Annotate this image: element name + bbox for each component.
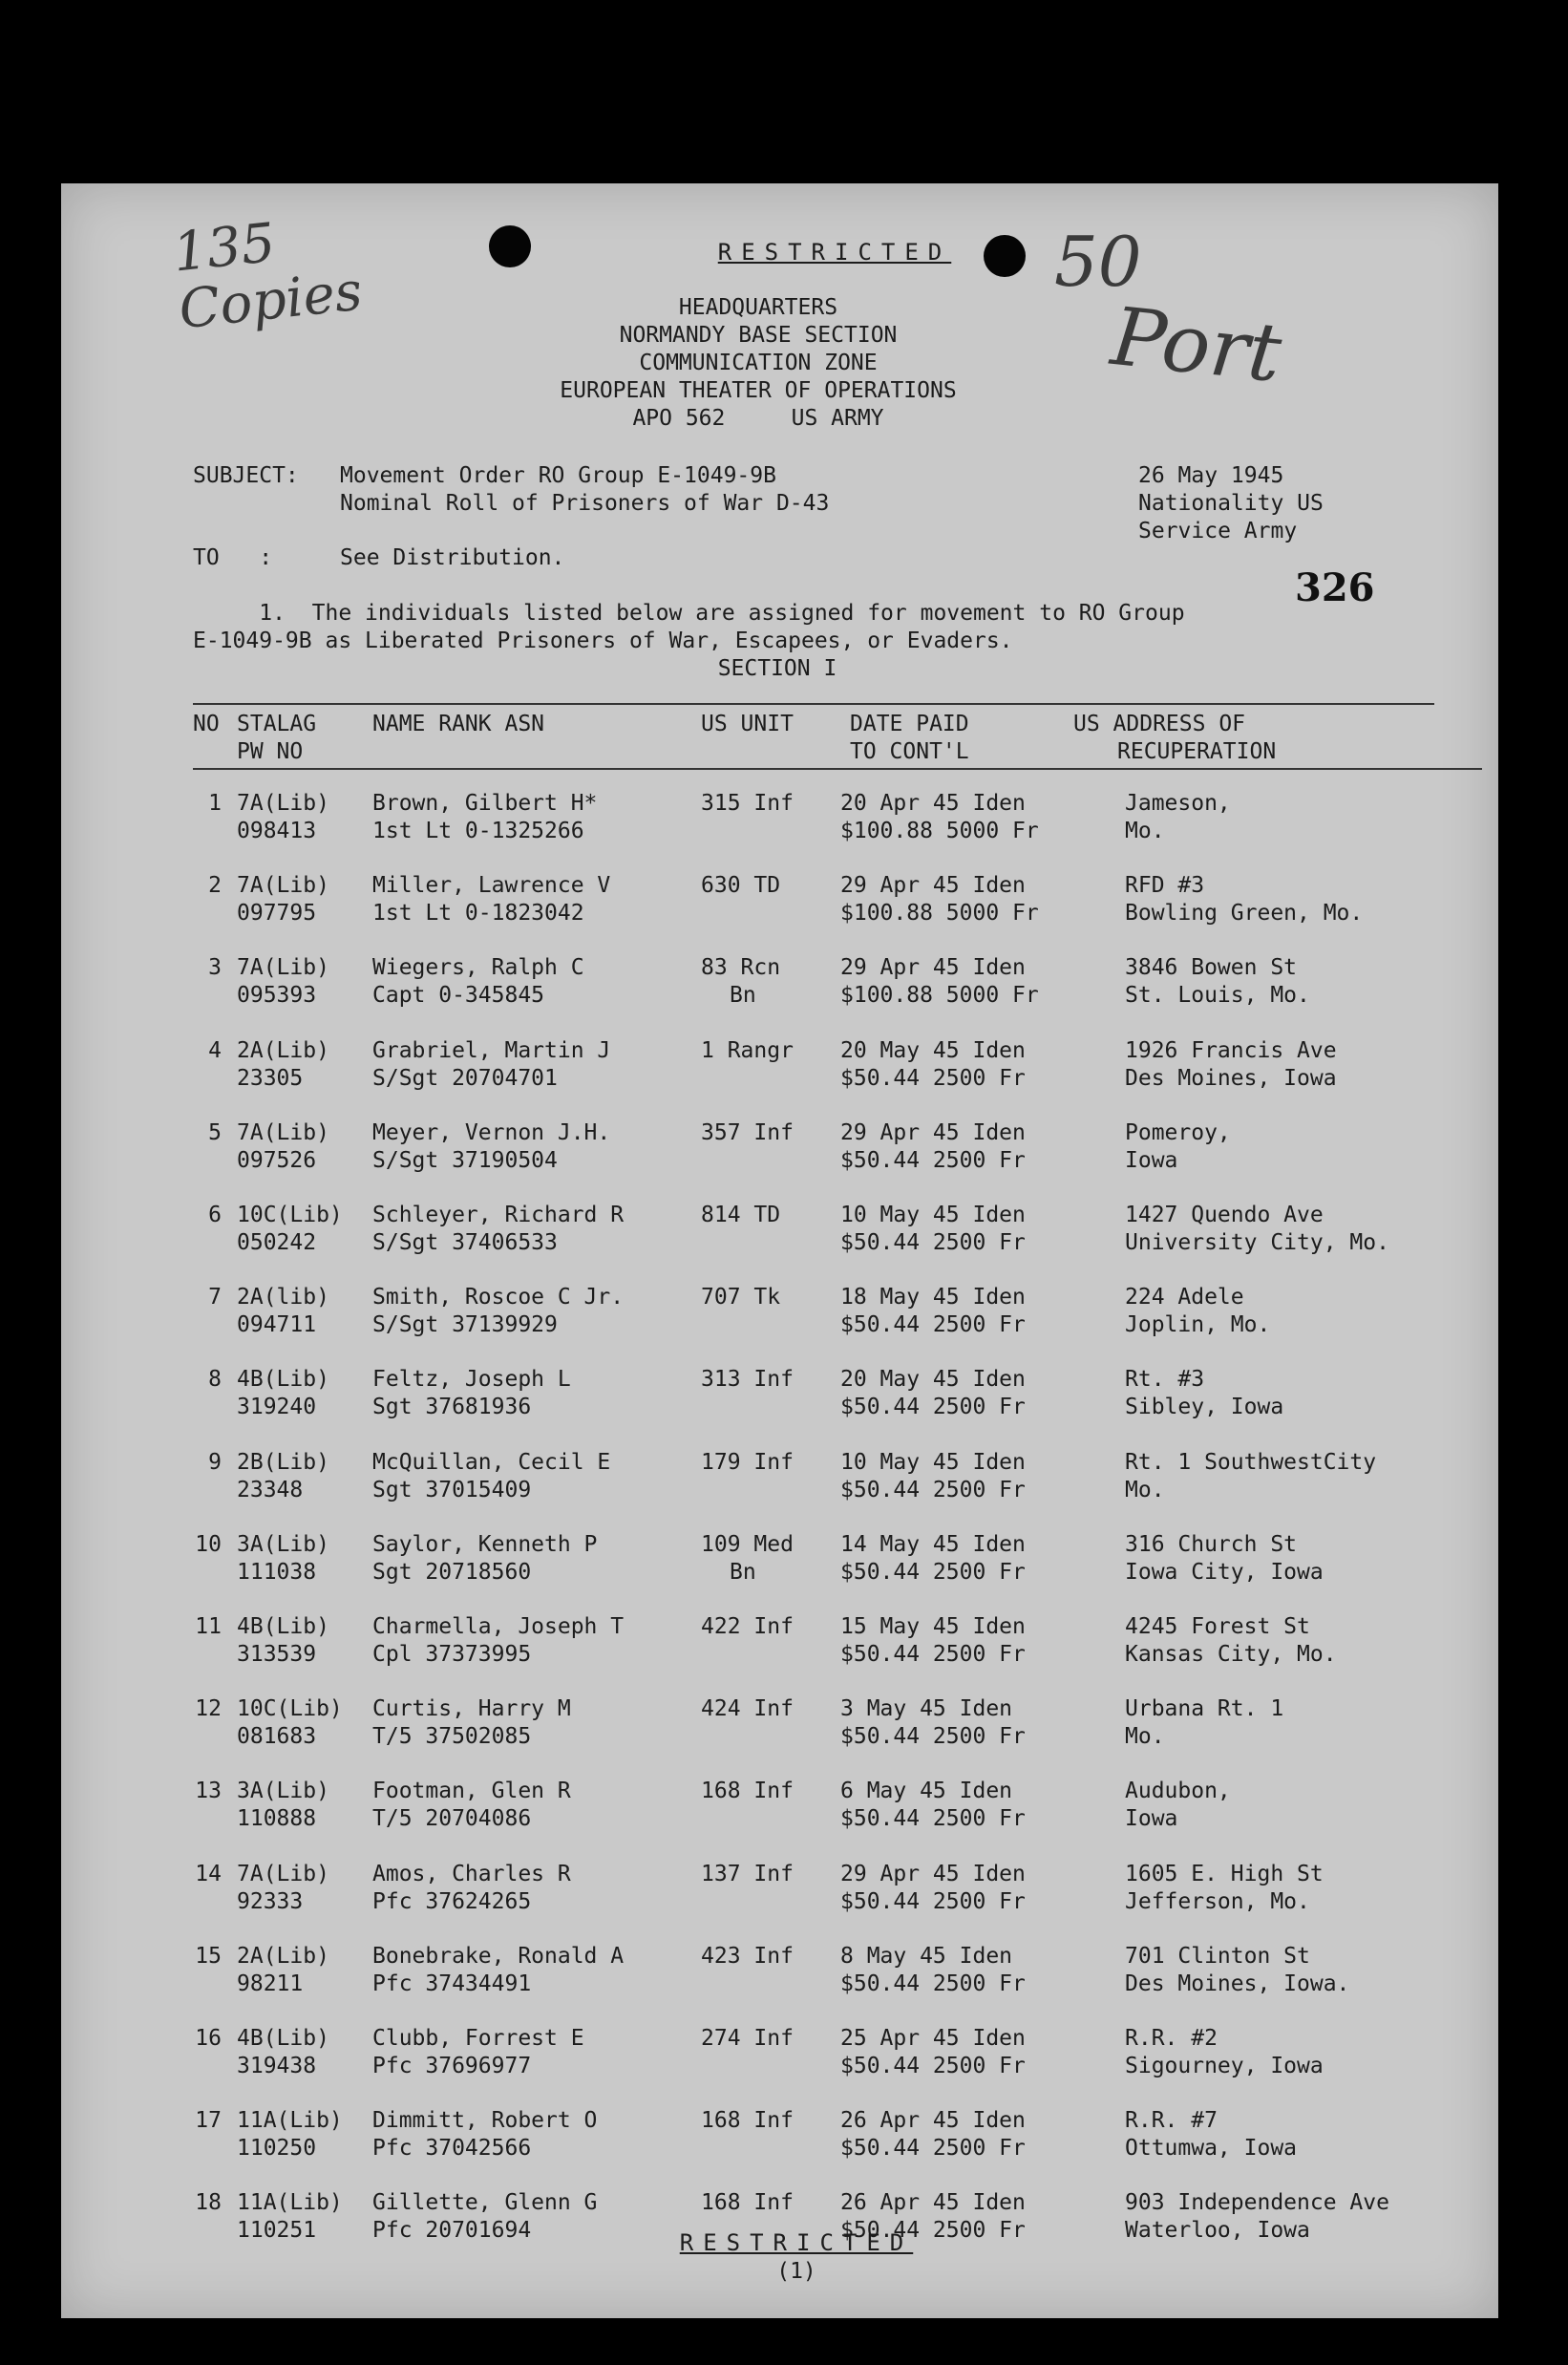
cell-pw-number: 081683 — [237, 1724, 317, 1750]
cell-address-line-1: 1427 Quendo Ave — [1125, 1203, 1324, 1227]
cell-us-unit-line2: Bn — [730, 1559, 756, 1585]
cell-row-number: 7 — [208, 1285, 222, 1310]
cell-date-iden: 10 May 45 Iden — [840, 1203, 1026, 1227]
cell-pw-number: 097526 — [237, 1147, 317, 1173]
cell-rank-asn: Pfc 37042566 — [372, 2136, 532, 2162]
cell-stalag: 11A(Lib) — [237, 2190, 343, 2216]
cell-pw-number: 111038 — [237, 1559, 317, 1585]
table-row — [61, 1449, 1498, 1506]
cell-address-line-2: Des Moines, Iowa — [1125, 1065, 1337, 1091]
table-row — [61, 1284, 1498, 1341]
cell-row-number: 8 — [208, 1367, 222, 1393]
cell-row-number: 11 — [195, 1614, 222, 1639]
cell-name: McQuillan, Cecil E — [372, 1449, 611, 1475]
cell-name: Miller, Lawrence V — [372, 873, 611, 899]
table-row — [61, 2025, 1498, 2082]
cell-rank-asn: S/Sgt 37190504 — [372, 1147, 558, 1173]
cell-rank-asn: Sgt 20718560 — [372, 1559, 532, 1585]
cell-payment: $50.44 2500 Fr — [840, 2054, 1026, 2078]
cell-payment: $50.44 2500 Fr — [840, 1065, 1026, 1091]
cell-us-unit: 357 Inf — [701, 1119, 794, 1145]
cell-address-line-1: 316 Church St — [1125, 1531, 1298, 1557]
table-row — [61, 2107, 1498, 2164]
cell-name: Saylor, Kenneth P — [372, 1531, 598, 1557]
header-unit: US UNIT — [701, 712, 794, 736]
cell-rank-asn: Pfc 20701694 — [372, 2218, 532, 2244]
cell-date-iden: 10 May 45 Iden — [840, 1449, 1026, 1475]
cell-date-iden: 15 May 45 Iden — [840, 1614, 1026, 1639]
cell-rank-asn: Sgt 37681936 — [372, 1395, 532, 1420]
cell-row-number: 13 — [195, 1779, 222, 1804]
cell-date-iden: 20 May 45 Iden — [840, 1367, 1026, 1393]
cell-name: Amos, Charles R — [372, 1861, 571, 1886]
header-no: NO — [193, 712, 220, 736]
cell-us-unit: 83 Rcn — [701, 955, 781, 981]
cell-stalag: 2A(lib) — [237, 1285, 329, 1310]
restricted-header: RESTRICTED — [717, 239, 952, 266]
header-date-paid: DATE PAID — [850, 712, 969, 736]
table-header-rule — [193, 768, 1482, 770]
cell-row-number: 5 — [208, 1119, 222, 1145]
table-row — [61, 1778, 1498, 1835]
header-address: US ADDRESS OF — [1073, 712, 1246, 736]
subject-line-2: Nominal Roll of Prisoners of War D-43 — [340, 491, 830, 516]
cell-pw-number: 92333 — [237, 1888, 304, 1914]
cell-address-line-2: St. Louis, Mo. — [1125, 983, 1310, 1009]
cell-name: Gillette, Glenn G — [372, 2190, 598, 2216]
cell-address-line-2: Mo. — [1125, 1724, 1165, 1750]
cell-us-unit: 630 TD — [701, 873, 781, 899]
paragraph-line-2: E-1049-9B as Liberated Prisoners of War, Escapees, or Evaders. — [193, 629, 1013, 653]
cell-stalag: 2A(Lib) — [237, 1037, 329, 1063]
handwritten-number: 50 — [1054, 222, 1142, 302]
cell-row-number: 4 — [208, 1037, 222, 1063]
cell-address-line-1: 3846 Bowen St — [1125, 955, 1298, 981]
section-heading: SECTION I — [717, 656, 837, 681]
cell-us-unit: 168 Inf — [701, 1779, 794, 1804]
table-top-rule — [193, 703, 1434, 705]
cell-payment: $50.44 2500 Fr — [840, 1971, 1026, 1996]
cell-rank-asn: Pfc 37696977 — [372, 2054, 532, 2078]
cell-rank-asn: 1st Lt 0-1823042 — [372, 901, 584, 927]
cell-pw-number: 097795 — [237, 901, 317, 927]
document-page — [61, 183, 1498, 2318]
cell-payment: $50.44 2500 Fr — [840, 1888, 1026, 1914]
cell-address-line-1: 701 Clinton St — [1125, 1943, 1310, 1969]
cell-us-unit-line2: Bn — [730, 983, 756, 1009]
memo-nationality: Nationality US — [1138, 491, 1324, 516]
table-row — [61, 1861, 1498, 1918]
page-number: (1) — [776, 2259, 816, 2284]
cell-pw-number: 094711 — [237, 1312, 317, 1338]
to-label: TO : — [193, 545, 273, 570]
cell-pw-number: 23348 — [237, 1477, 304, 1502]
cell-name: Brown, Gilbert H* — [372, 791, 598, 816]
cell-address-line-1: 4245 Forest St — [1125, 1614, 1310, 1639]
cell-stalag: 3A(Lib) — [237, 1779, 329, 1804]
cell-address-line-2: Joplin, Mo. — [1125, 1312, 1271, 1338]
cell-name: Feltz, Joseph L — [372, 1367, 571, 1393]
cell-rank-asn: T/5 20704086 — [372, 1806, 532, 1832]
cell-us-unit: 168 Inf — [701, 2190, 794, 2216]
cell-address-line-1: 903 Independence Ave — [1125, 2190, 1389, 2216]
cell-name: Clubb, Forrest E — [372, 2026, 584, 2051]
table-row — [61, 1037, 1498, 1095]
cell-address-line-1: R.R. #7 — [1125, 2108, 1218, 2134]
hq-line: COMMUNICATION ZONE — [639, 351, 878, 375]
cell-date-iden: 29 Apr 45 Iden — [840, 1861, 1026, 1886]
cell-us-unit: 707 Tk — [701, 1285, 781, 1310]
table-row — [61, 872, 1498, 929]
header-recuperation: RECUPERATION — [1117, 739, 1277, 764]
cell-pw-number: 098413 — [237, 819, 317, 843]
cell-rank-asn: Pfc 37434491 — [372, 1971, 532, 1996]
cell-address-line-2: Waterloo, Iowa — [1125, 2218, 1310, 2244]
cell-pw-number: 313539 — [237, 1642, 317, 1667]
cell-us-unit: 109 Med — [701, 1531, 794, 1557]
hq-line: APO 562 US ARMY — [632, 406, 884, 431]
cell-address-line-2: Kansas City, Mo. — [1125, 1642, 1337, 1667]
cell-address-line-2: Iowa City, Iowa — [1125, 1559, 1324, 1585]
cell-row-number: 14 — [195, 1861, 222, 1886]
cell-us-unit: 274 Inf — [701, 2026, 794, 2051]
memo-service: Service Army — [1138, 519, 1298, 543]
cell-address-line-1: Pomeroy, — [1125, 1119, 1231, 1145]
cell-row-number: 12 — [195, 1696, 222, 1722]
table-row — [61, 790, 1498, 847]
cell-payment: $50.44 2500 Fr — [840, 1642, 1026, 1667]
cell-date-iden: 29 Apr 45 Iden — [840, 955, 1026, 981]
cell-date-iden: 20 May 45 Iden — [840, 1037, 1026, 1063]
cell-name: Schleyer, Richard R — [372, 1203, 625, 1227]
cell-payment: $50.44 2500 Fr — [840, 1395, 1026, 1420]
cell-stalag: 4B(Lib) — [237, 1367, 329, 1393]
cell-address-line-1: Urbana Rt. 1 — [1125, 1696, 1284, 1722]
cell-address-line-2: Ottumwa, Iowa — [1125, 2136, 1298, 2162]
cell-stalag: 4B(Lib) — [237, 1614, 329, 1639]
cell-row-number: 18 — [195, 2190, 222, 2216]
cell-date-iden: 20 Apr 45 Iden — [840, 791, 1026, 816]
cell-address-line-2: Mo. — [1125, 819, 1165, 843]
cell-date-iden: 18 May 45 Iden — [840, 1285, 1026, 1310]
cell-name: Charmella, Joseph T — [372, 1614, 625, 1639]
cell-stalag: 7A(Lib) — [237, 873, 329, 899]
cell-stalag: 10C(Lib) — [237, 1203, 343, 1227]
table-row — [61, 1202, 1498, 1259]
handwritten-copies-note: 135 Copies — [170, 211, 366, 342]
cell-us-unit: 137 Inf — [701, 1861, 794, 1886]
header-name: NAME RANK ASN — [372, 712, 545, 736]
cell-rank-asn: S/Sgt 20704701 — [372, 1065, 558, 1091]
cell-address-line-2: Iowa — [1125, 1806, 1178, 1832]
to-value: See Distribution. — [340, 545, 565, 570]
cell-pw-number: 110250 — [237, 2136, 317, 2162]
cell-payment: $50.44 2500 Fr — [840, 1230, 1026, 1255]
cell-date-iden: 14 May 45 Iden — [840, 1531, 1026, 1557]
table-row — [61, 1613, 1498, 1671]
cell-row-number: 3 — [208, 955, 222, 981]
cell-stalag: 2B(Lib) — [237, 1449, 329, 1475]
cell-date-iden: 6 May 45 Iden — [840, 1779, 1013, 1804]
table-row — [61, 1531, 1498, 1588]
cell-us-unit: 179 Inf — [701, 1449, 794, 1475]
cell-name: Bonebrake, Ronald A — [372, 1943, 625, 1969]
cell-pw-number: 23305 — [237, 1065, 304, 1091]
stamped-number: 326 — [1295, 565, 1375, 610]
handwritten-port: Port — [1107, 288, 1286, 401]
cell-date-iden: 25 Apr 45 Iden — [840, 2026, 1026, 2051]
cell-stalag: 2A(Lib) — [237, 1943, 329, 1969]
cell-pw-number: 98211 — [237, 1971, 304, 1996]
cell-payment: $50.44 2500 Fr — [840, 1806, 1026, 1832]
cell-pw-number: 050242 — [237, 1230, 317, 1255]
subject-label: SUBJECT: — [193, 463, 299, 488]
cell-date-iden: 29 Apr 45 Iden — [840, 873, 1026, 899]
header-to-cont: TO CONT'L — [850, 739, 969, 764]
cell-stalag: 7A(Lib) — [237, 791, 329, 816]
cell-rank-asn: 1st Lt 0-1325266 — [372, 819, 584, 843]
cell-name: Curtis, Harry M — [372, 1696, 571, 1722]
cell-rank-asn: Capt 0-345845 — [372, 983, 545, 1009]
cell-name: Smith, Roscoe C Jr. — [372, 1285, 625, 1310]
cell-us-unit: 424 Inf — [701, 1696, 794, 1722]
cell-address-line-1: 1605 E. High St — [1125, 1861, 1324, 1886]
cell-rank-asn: T/5 37502085 — [372, 1724, 532, 1750]
cell-us-unit: 422 Inf — [701, 1614, 794, 1639]
punch-hole-left — [489, 225, 531, 267]
cell-pw-number: 319438 — [237, 2054, 317, 2078]
cell-stalag: 7A(Lib) — [237, 955, 329, 981]
header-stalag: STALAG — [237, 712, 317, 736]
cell-date-iden: 26 Apr 45 Iden — [840, 2108, 1026, 2134]
cell-payment: $100.88 5000 Fr — [840, 983, 1039, 1009]
cell-us-unit: 814 TD — [701, 1203, 781, 1227]
cell-address-line-1: RFD #3 — [1125, 873, 1205, 899]
table-row — [61, 1366, 1498, 1423]
cell-payment: $50.44 2500 Fr — [840, 1724, 1026, 1750]
subject-line-1: Movement Order RO Group E-1049-9B — [340, 463, 776, 488]
cell-name: Dimmitt, Robert O — [372, 2108, 598, 2134]
cell-row-number: 17 — [195, 2108, 222, 2134]
cell-row-number: 15 — [195, 1943, 222, 1969]
cell-address-line-1: Rt. #3 — [1125, 1367, 1205, 1393]
memo-date: 26 May 1945 — [1138, 463, 1284, 488]
header-pw-no: PW NO — [237, 739, 304, 764]
cell-payment: $50.44 2500 Fr — [840, 1559, 1026, 1585]
cell-us-unit: 315 Inf — [701, 791, 794, 816]
hq-line: HEADQUARTERS — [678, 295, 838, 320]
cell-payment: $100.88 5000 Fr — [840, 901, 1039, 927]
cell-row-number: 6 — [208, 1203, 222, 1227]
cell-payment: $100.88 5000 Fr — [840, 819, 1039, 843]
cell-row-number: 2 — [208, 873, 222, 899]
cell-us-unit: 168 Inf — [701, 2108, 794, 2134]
cell-stalag: 10C(Lib) — [237, 1696, 343, 1722]
cell-address-line-1: R.R. #2 — [1125, 2026, 1218, 2051]
cell-address-line-2: Jefferson, Mo. — [1125, 1888, 1310, 1914]
cell-name: Grabriel, Martin J — [372, 1037, 611, 1063]
table-row — [61, 1119, 1498, 1177]
cell-payment: $50.44 2500 Fr — [840, 2218, 1026, 2244]
cell-rank-asn: S/Sgt 37406533 — [372, 1230, 558, 1255]
cell-us-unit: 1 Rangr — [701, 1037, 794, 1063]
hq-address-block — [491, 294, 1026, 433]
cell-date-iden: 26 Apr 45 Iden — [840, 2190, 1026, 2216]
cell-us-unit: 423 Inf — [701, 1943, 794, 1969]
cell-stalag: 7A(Lib) — [237, 1861, 329, 1886]
cell-stalag: 11A(Lib) — [237, 2108, 343, 2134]
hq-line: NORMANDY BASE SECTION — [619, 323, 898, 348]
restricted-footer: RESTRICTED — [679, 2229, 914, 2256]
cell-address-line-2: Sibley, Iowa — [1125, 1395, 1284, 1420]
cell-address-line-2: Sigourney, Iowa — [1125, 2054, 1324, 2078]
cell-payment: $50.44 2500 Fr — [840, 1477, 1026, 1502]
cell-pw-number: 095393 — [237, 983, 317, 1009]
cell-date-iden: 29 Apr 45 Iden — [840, 1119, 1026, 1145]
table-row — [61, 1695, 1498, 1753]
cell-payment: $50.44 2500 Fr — [840, 2136, 1026, 2162]
cell-name: Wiegers, Ralph C — [372, 955, 584, 981]
cell-address-line-2: Des Moines, Iowa. — [1125, 1971, 1350, 1996]
cell-row-number: 10 — [195, 1531, 222, 1557]
cell-address-line-2: Iowa — [1125, 1147, 1178, 1173]
cell-date-iden: 8 May 45 Iden — [840, 1943, 1013, 1969]
cell-row-number: 16 — [195, 2026, 222, 2051]
cell-name: Meyer, Vernon J.H. — [372, 1119, 611, 1145]
cell-pw-number: 319240 — [237, 1395, 317, 1420]
table-row — [61, 954, 1498, 1012]
cell-us-unit: 313 Inf — [701, 1367, 794, 1393]
cell-rank-asn: Sgt 37015409 — [372, 1477, 532, 1502]
cell-pw-number: 110251 — [237, 2218, 317, 2244]
cell-address-line-1: Audubon, — [1125, 1779, 1231, 1804]
cell-address-line-2: Mo. — [1125, 1477, 1165, 1502]
cell-name: Footman, Glen R — [372, 1779, 571, 1804]
cell-address-line-1: Jameson, — [1125, 791, 1231, 816]
cell-rank-asn: S/Sgt 37139929 — [372, 1312, 558, 1338]
cell-address-line-1: Rt. 1 SouthwestCity — [1125, 1449, 1377, 1475]
table-row — [61, 1943, 1498, 2000]
cell-stalag: 4B(Lib) — [237, 2026, 329, 2051]
cell-rank-asn: Cpl 37373995 — [372, 1642, 532, 1667]
cell-payment: $50.44 2500 Fr — [840, 1312, 1026, 1338]
cell-stalag: 7A(Lib) — [237, 1119, 329, 1145]
cell-address-line-1: 224 Adele — [1125, 1285, 1244, 1310]
paragraph-line-1: 1. The individuals listed below are assigned for movement to RO Group — [193, 601, 1185, 626]
cell-rank-asn: Pfc 37624265 — [372, 1888, 532, 1914]
hq-line: EUROPEAN THEATER OF OPERATIONS — [560, 378, 957, 403]
cell-date-iden: 3 May 45 Iden — [840, 1696, 1013, 1722]
cell-row-number: 9 — [208, 1449, 222, 1475]
cell-row-number: 1 — [208, 791, 222, 816]
cell-address-line-1: 1926 Francis Ave — [1125, 1037, 1337, 1063]
cell-payment: $50.44 2500 Fr — [840, 1147, 1026, 1173]
cell-address-line-2: Bowling Green, Mo. — [1125, 901, 1364, 927]
cell-stalag: 3A(Lib) — [237, 1531, 329, 1557]
cell-address-line-2: University City, Mo. — [1125, 1230, 1389, 1255]
cell-pw-number: 110888 — [237, 1806, 317, 1832]
